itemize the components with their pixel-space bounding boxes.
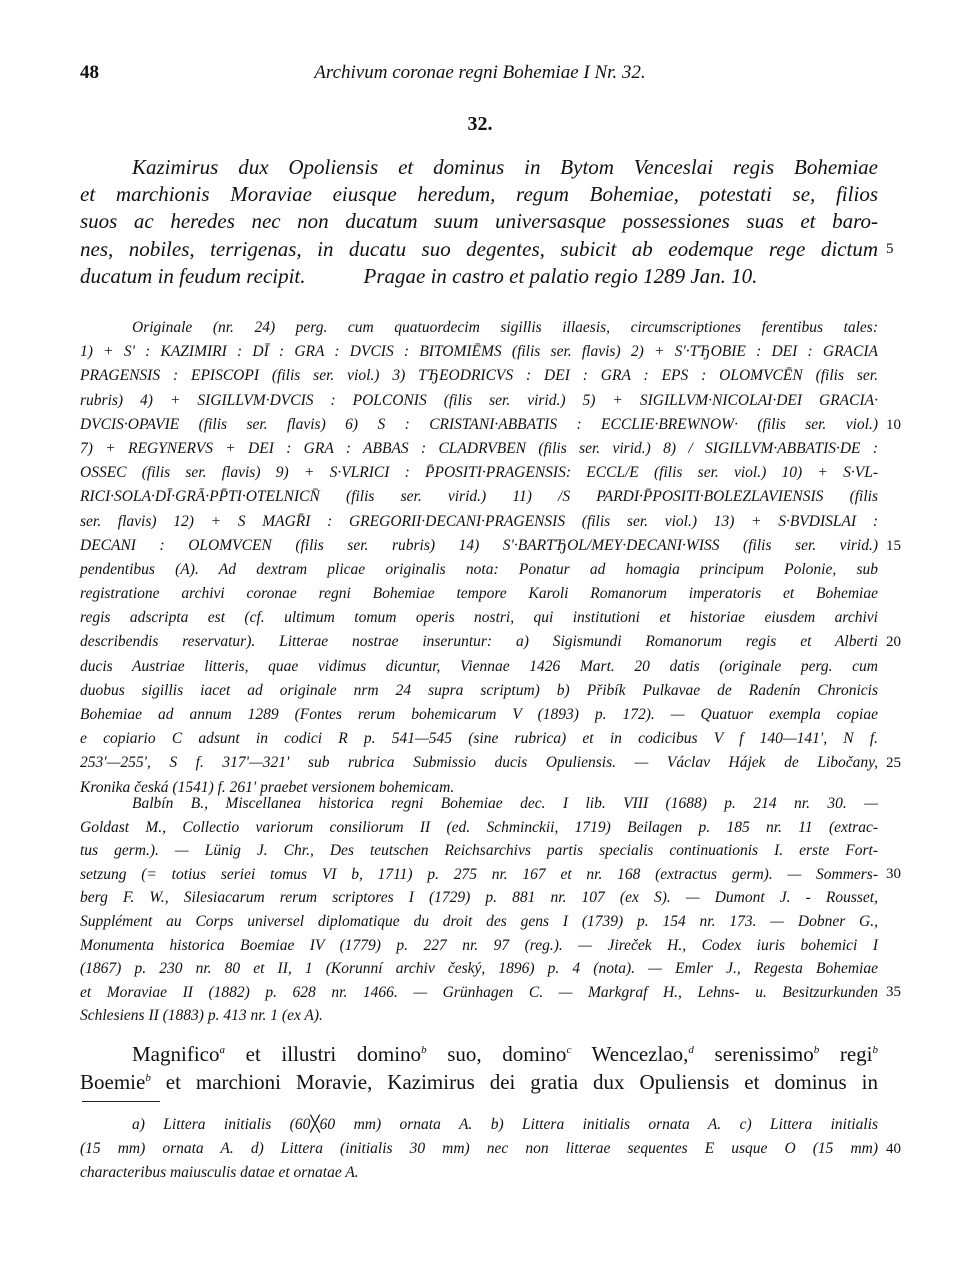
- regest-line-text: ducatum in feudum recipit.: [80, 263, 306, 288]
- literature-line: [80, 863, 901, 887]
- document-number: 32.: [467, 113, 493, 135]
- page-number: 48: [80, 62, 99, 83]
- place-date: Pragae in castro et palatio regio 1289 Jan. 10.: [363, 263, 758, 288]
- notes-line: [80, 630, 901, 654]
- footnote-marker: a: [219, 1044, 225, 1056]
- main-text: [80, 1040, 878, 1096]
- footnote-marker: b: [421, 1044, 427, 1056]
- notes-line: 7) + REGYNERVS + DEI : GRA : ABBAS : CLADRVBEN (filis ser. virid.) 8) / SIGILLVM·ABBATIS·DE :: [80, 439, 878, 457]
- regest: [80, 154, 894, 290]
- notes-line: RICI·SOLA·DĪ·GRĀ·PP̄TI·OTELNICN̄ (filis ser. virid.) 11) /S PARDI·P̄POSITI·BOLEZLAVIENSIS (filis: [80, 488, 878, 506]
- literature-line: berg F. W., Silesiacarum rerum scriptores I (1729) p. 881 nr. 107 (ex S). — Dumont J. - Rousset,: [80, 889, 878, 907]
- main-word: et illustri domino: [224, 1042, 422, 1066]
- literature-line-text: setzung (= totius seriei tomus VI b, 1711) p. 275 nr. 167 et nr. 168 (extractus germ). — Sommers-: [80, 865, 878, 883]
- page-header: [80, 62, 880, 88]
- literature: [80, 792, 901, 1028]
- literature-line: Supplément au Corps universel diplomatique du droit des gens I (1739) p. 154 nr. 173. — Dobner G.,: [80, 912, 878, 930]
- footnote-line: characteribus maiusculis datae et ornatae A.: [80, 1164, 359, 1181]
- notes-line: e copiario C adsunt in codici R p. 541—545 (sine rubrica) et in codicibus V f 140—141', N f.: [80, 730, 878, 748]
- notes-line: Kronika česká (1541) f. 261' praebet versionem bohemicam.: [80, 778, 455, 796]
- notes-line-text: DECANI : OLOMVCEN (filis ser. rubris) 14) S'·BARTЂOL/MEY·DECANI·WISS (filis ser. virid.): [80, 536, 878, 554]
- notes-line: OSSEC (filis ser. flavis) 9) + S·VLRICI : P̄POSITI·PRAGENSIS: ECCL/E (filis ser. viol.) 10) + S·VL-: [80, 464, 878, 482]
- main-word: et marchioni Moravie, Kazimirus dei gratia dux Opuliensis et dominus in: [150, 1070, 878, 1094]
- footnote-marker: b: [813, 1044, 820, 1056]
- footnote-rule: [82, 1101, 160, 1102]
- main-text-line: [80, 1068, 878, 1096]
- notes-line: 1) + S' : KAZIMIRI : DĪ : GRA : DVCIS : BITOMIĒMS (filis ser. flavis) 2) + S'·TЂOBIE : DEI : GRACIA: [80, 343, 878, 361]
- notes-line-text: describendis reservatur). Litterae nostrae inseruntur: a) Sigismundi Romanorum regis et Alberti: [80, 633, 878, 651]
- notes-line: registratione archivi coronae regni Bohemiae tempore Karoli Romanorum imperatoris et Bohemiae: [80, 585, 878, 603]
- footnote-marker: c: [566, 1044, 572, 1056]
- footnote-line: [80, 1137, 901, 1161]
- line-number: 5: [886, 240, 894, 257]
- notes: [80, 316, 901, 800]
- line-number: 40: [886, 1141, 901, 1157]
- literature-line-text: et Moraviae II (1882) p. 628 nr. 1466. — Grünhagen C. — Markgraf H., Lehns- u. Besitzurkunden: [80, 983, 878, 1001]
- line-number: 30: [886, 865, 901, 882]
- regest-line-text: nes, nobiles, terrigenas, in ducatu suo degentes, subicit ab eodemque rege dictum: [80, 236, 878, 261]
- running-title: Archivum coronae regni Bohemiae I Nr. 32.: [314, 62, 646, 83]
- line-number: 25: [886, 755, 901, 772]
- main-word: suo, domino: [426, 1042, 567, 1066]
- notes-line: regis adscripta est (cf. ultimum tomum operis nostri, qui institutioni et historiae eiusdem archivi: [80, 609, 878, 627]
- literature-line: [80, 981, 901, 1005]
- footnote-marker: b: [872, 1044, 879, 1056]
- footnote-line: a) Littera initialis (60╳60 mm) ornata A. b) Littera initialis ornata A. c) Littera initialis: [132, 1116, 878, 1133]
- literature-line: Balbín B., Miscellanea historica regni Bohemiae dec. I lib. VIII (1688) p. 214 nr. 30. —: [132, 795, 878, 812]
- line-number: 10: [886, 416, 901, 433]
- main-word: Boemie: [80, 1070, 146, 1094]
- regest-line: Kazimirus dux Opoliensis et dominus in Bytom Venceslai regis Bohemiae: [132, 155, 878, 179]
- notes-line: pendentibus (A). Ad dextram plicae originalis nota: Ponatur ad homagia principum Polonie, sub: [80, 560, 878, 578]
- literature-line: Goldast M., Collectio variorum consiliorum II (ed. Schminckii, 1719) Beilagen p. 185 nr. 11 (extrac-: [80, 818, 878, 836]
- notes-line: duobus sigillis iacet ad originale nrm 24 supra scriptum) b) Přibík Pulkavae de Radenín Chronicis: [80, 681, 878, 699]
- regest-line: suos ac heredes nec non ducatum suum universasque possessiones suas et baro-: [80, 209, 878, 234]
- main-word: serenissimo: [693, 1042, 814, 1066]
- footnote-marker: d: [688, 1044, 694, 1056]
- notes-line: Originale (nr. 24) perg. cum quatuordecim sigillis illaesis, circumscriptiones ferentibus tales:: [132, 319, 878, 336]
- footnote-line-text: (15 mm) ornata A. d) Littera (initialis 30 mm) nec non litterae sequentes E usque O (15 mm): [80, 1140, 878, 1157]
- footnote-marker: b: [145, 1072, 151, 1084]
- regest-line: et marchionis Moraviae eiusque heredum, regum Bohemiae, potestati se, filios: [80, 182, 878, 207]
- footnotes: [80, 1113, 901, 1185]
- notes-line: ducis Austriae litteris, quae vidimus dicuntur, Viennae 1426 Mart. 20 datis (originale perg. cum: [80, 657, 878, 675]
- main-word: Magnifico: [132, 1042, 220, 1066]
- literature-line: (1867) p. 230 nr. 80 et II, 1 (Korunní archiv český, 1896) p. 4 (nota). — Emler J., Regesta Bohemiae: [80, 960, 878, 978]
- literature-line: Monumenta historica Boemiae IV (1779) p. 227 nr. 97 (reg.). — Jireček H., Codex iuris bohemici I: [80, 936, 878, 954]
- line-number: 35: [886, 983, 901, 1000]
- notes-line: PRAGENSIS : EPISCOPI (filis ser. viol.) 3) TЂEODRICVS : DEI : GRA : EPS : OLOMVCĒN (filis ser.: [80, 367, 878, 385]
- literature-line: tus germ.). — Lünig J. Chr., Des teutschen Reichsarchivs partis specialis continuationis I. erste Fort-: [80, 842, 878, 860]
- regest-line: [80, 263, 878, 290]
- literature-line: Schlesiens II (1883) p. 413 nr. 1 (ex A).: [80, 1007, 323, 1025]
- notes-line: ser. flavis) 12) + S MAGR̄I : GREGORII·DECANI·PRAGENSIS (filis ser. viol.) 13) + S·BVDISLAI :: [80, 512, 878, 530]
- notes-line: [80, 751, 901, 775]
- main-word: Wencezlao,: [571, 1042, 689, 1066]
- notes-line: [80, 413, 901, 437]
- notes-line-text: 253'—255', S f. 317'—321' sub rubrica Submissio ducis Opuliensis. — Václav Hájek de Libočany,: [80, 754, 878, 772]
- regest-line: [80, 236, 894, 263]
- notes-line: rubris) 4) + SIGILLVM·DVCIS : POLCONIS (filis ser. virid.) 5) + SIGILLVM·NICOLAI·DEI GRACIA·: [80, 391, 878, 409]
- line-number: 15: [886, 537, 901, 554]
- line-number: 20: [886, 634, 901, 651]
- main-word: regi: [819, 1042, 873, 1066]
- notes-line: [80, 534, 901, 558]
- main-text-line: [80, 1040, 878, 1068]
- notes-line-text: DVCIS·OPAVIE (filis ser. flavis) 6) S : CRISTANI·ABBATIS : ECCLIE·BREWNOW· (filis ser. viol.): [80, 415, 878, 433]
- notes-line: Bohemiae ad annum 1289 (Fontes rerum bohemicarum V (1893) p. 172). — Quatuor exempla copiae: [80, 706, 878, 723]
